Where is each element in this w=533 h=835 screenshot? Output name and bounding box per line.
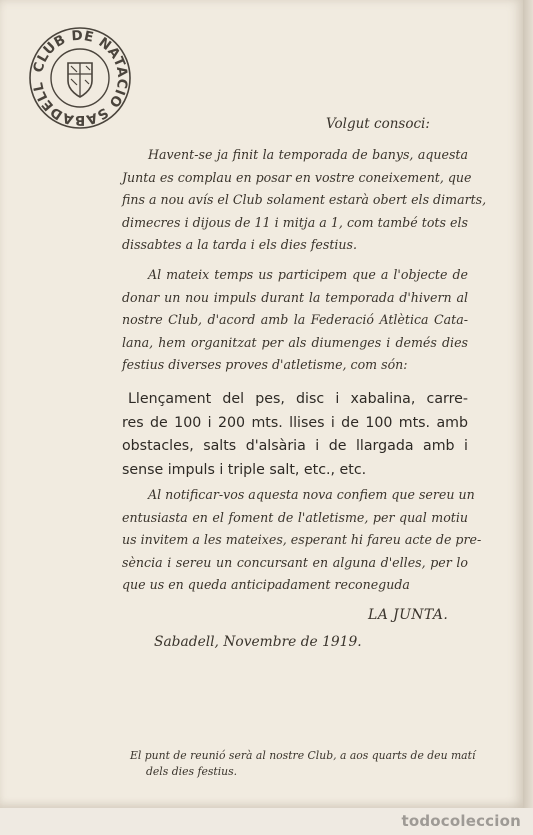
paragraph-line: fins a nou avís el Club solament estarà obert els dimarts, — [122, 192, 487, 207]
watermark: todocoleccion — [401, 812, 521, 830]
footnote-line: El punt de reunió serà al nostre Club, a aos quarts de deu matí — [130, 749, 476, 762]
paragraph-line: Al mateix temps us participem que a l'objecte de — [148, 267, 468, 282]
footnote — [130, 748, 480, 780]
paragraph-line: sència i sereu un concursant en alguna d'elles, per lo — [122, 554, 468, 570]
paragraph-line: lana, hem organitzat per als diumenges i demés dies — [122, 334, 468, 350]
event-line: sense impuls i triple salt, etc., etc. — [122, 461, 367, 478]
paragraph-line: Junta es complau en posar en vostre coneixement, que — [122, 169, 472, 185]
letter-date: Sabadell, Novembre de 1919. — [154, 634, 362, 650]
event-line: obstacles, salts d'alsària i de llargada amb i — [122, 438, 468, 454]
page-fold-edge — [523, 0, 533, 835]
paragraph-line: us invitem a les mateixes, esperant hi fareu acte de pre- — [122, 532, 482, 547]
paragraph-line: dissabtes a la tarda i els dies festius. — [122, 237, 358, 252]
paragraph-line: Al notificar-vos aquesta nova confiem que sereu un — [148, 487, 475, 502]
paragraph-line: festius diverses proves d'atletisme, com són: — [122, 357, 408, 372]
paragraph-event-list — [122, 388, 468, 482]
paragraph-closing-hours — [122, 144, 487, 257]
paragraph-line: nostre Club, d'acord amb la Federació Atlètica Cata- — [122, 312, 468, 327]
paragraph-line: donar un nou impuls durant la temporada d'hivern al — [122, 289, 468, 305]
signature: LA JUNTA. — [368, 607, 449, 623]
salutation: Volgut consoci: — [326, 116, 430, 132]
event-line: Llençament del pes, disc i xabalina, carre- — [128, 391, 468, 407]
club-seal — [28, 26, 132, 130]
seal-text: CLUB DE NATACIO SABADELL — [30, 27, 131, 129]
paragraph-line: que us en queda anticipadament reconeguda — [122, 577, 410, 592]
paragraph-line: dimecres i dijous de 11 i mitja a 1, com també tots els — [122, 214, 468, 230]
footnote-line: dels dies festius. — [146, 765, 238, 778]
paragraph-line: entusiasta en el foment de l'atletisme, per qual motiu — [122, 509, 468, 525]
event-line: res de 100 i 200 mts. llises i de 100 mts. amb — [122, 414, 468, 431]
paragraph-line: Havent-se ja finit la temporada de banys, aquesta — [148, 147, 468, 162]
paragraph-athletics-events — [122, 264, 468, 377]
paragraph-invitation — [122, 484, 482, 597]
